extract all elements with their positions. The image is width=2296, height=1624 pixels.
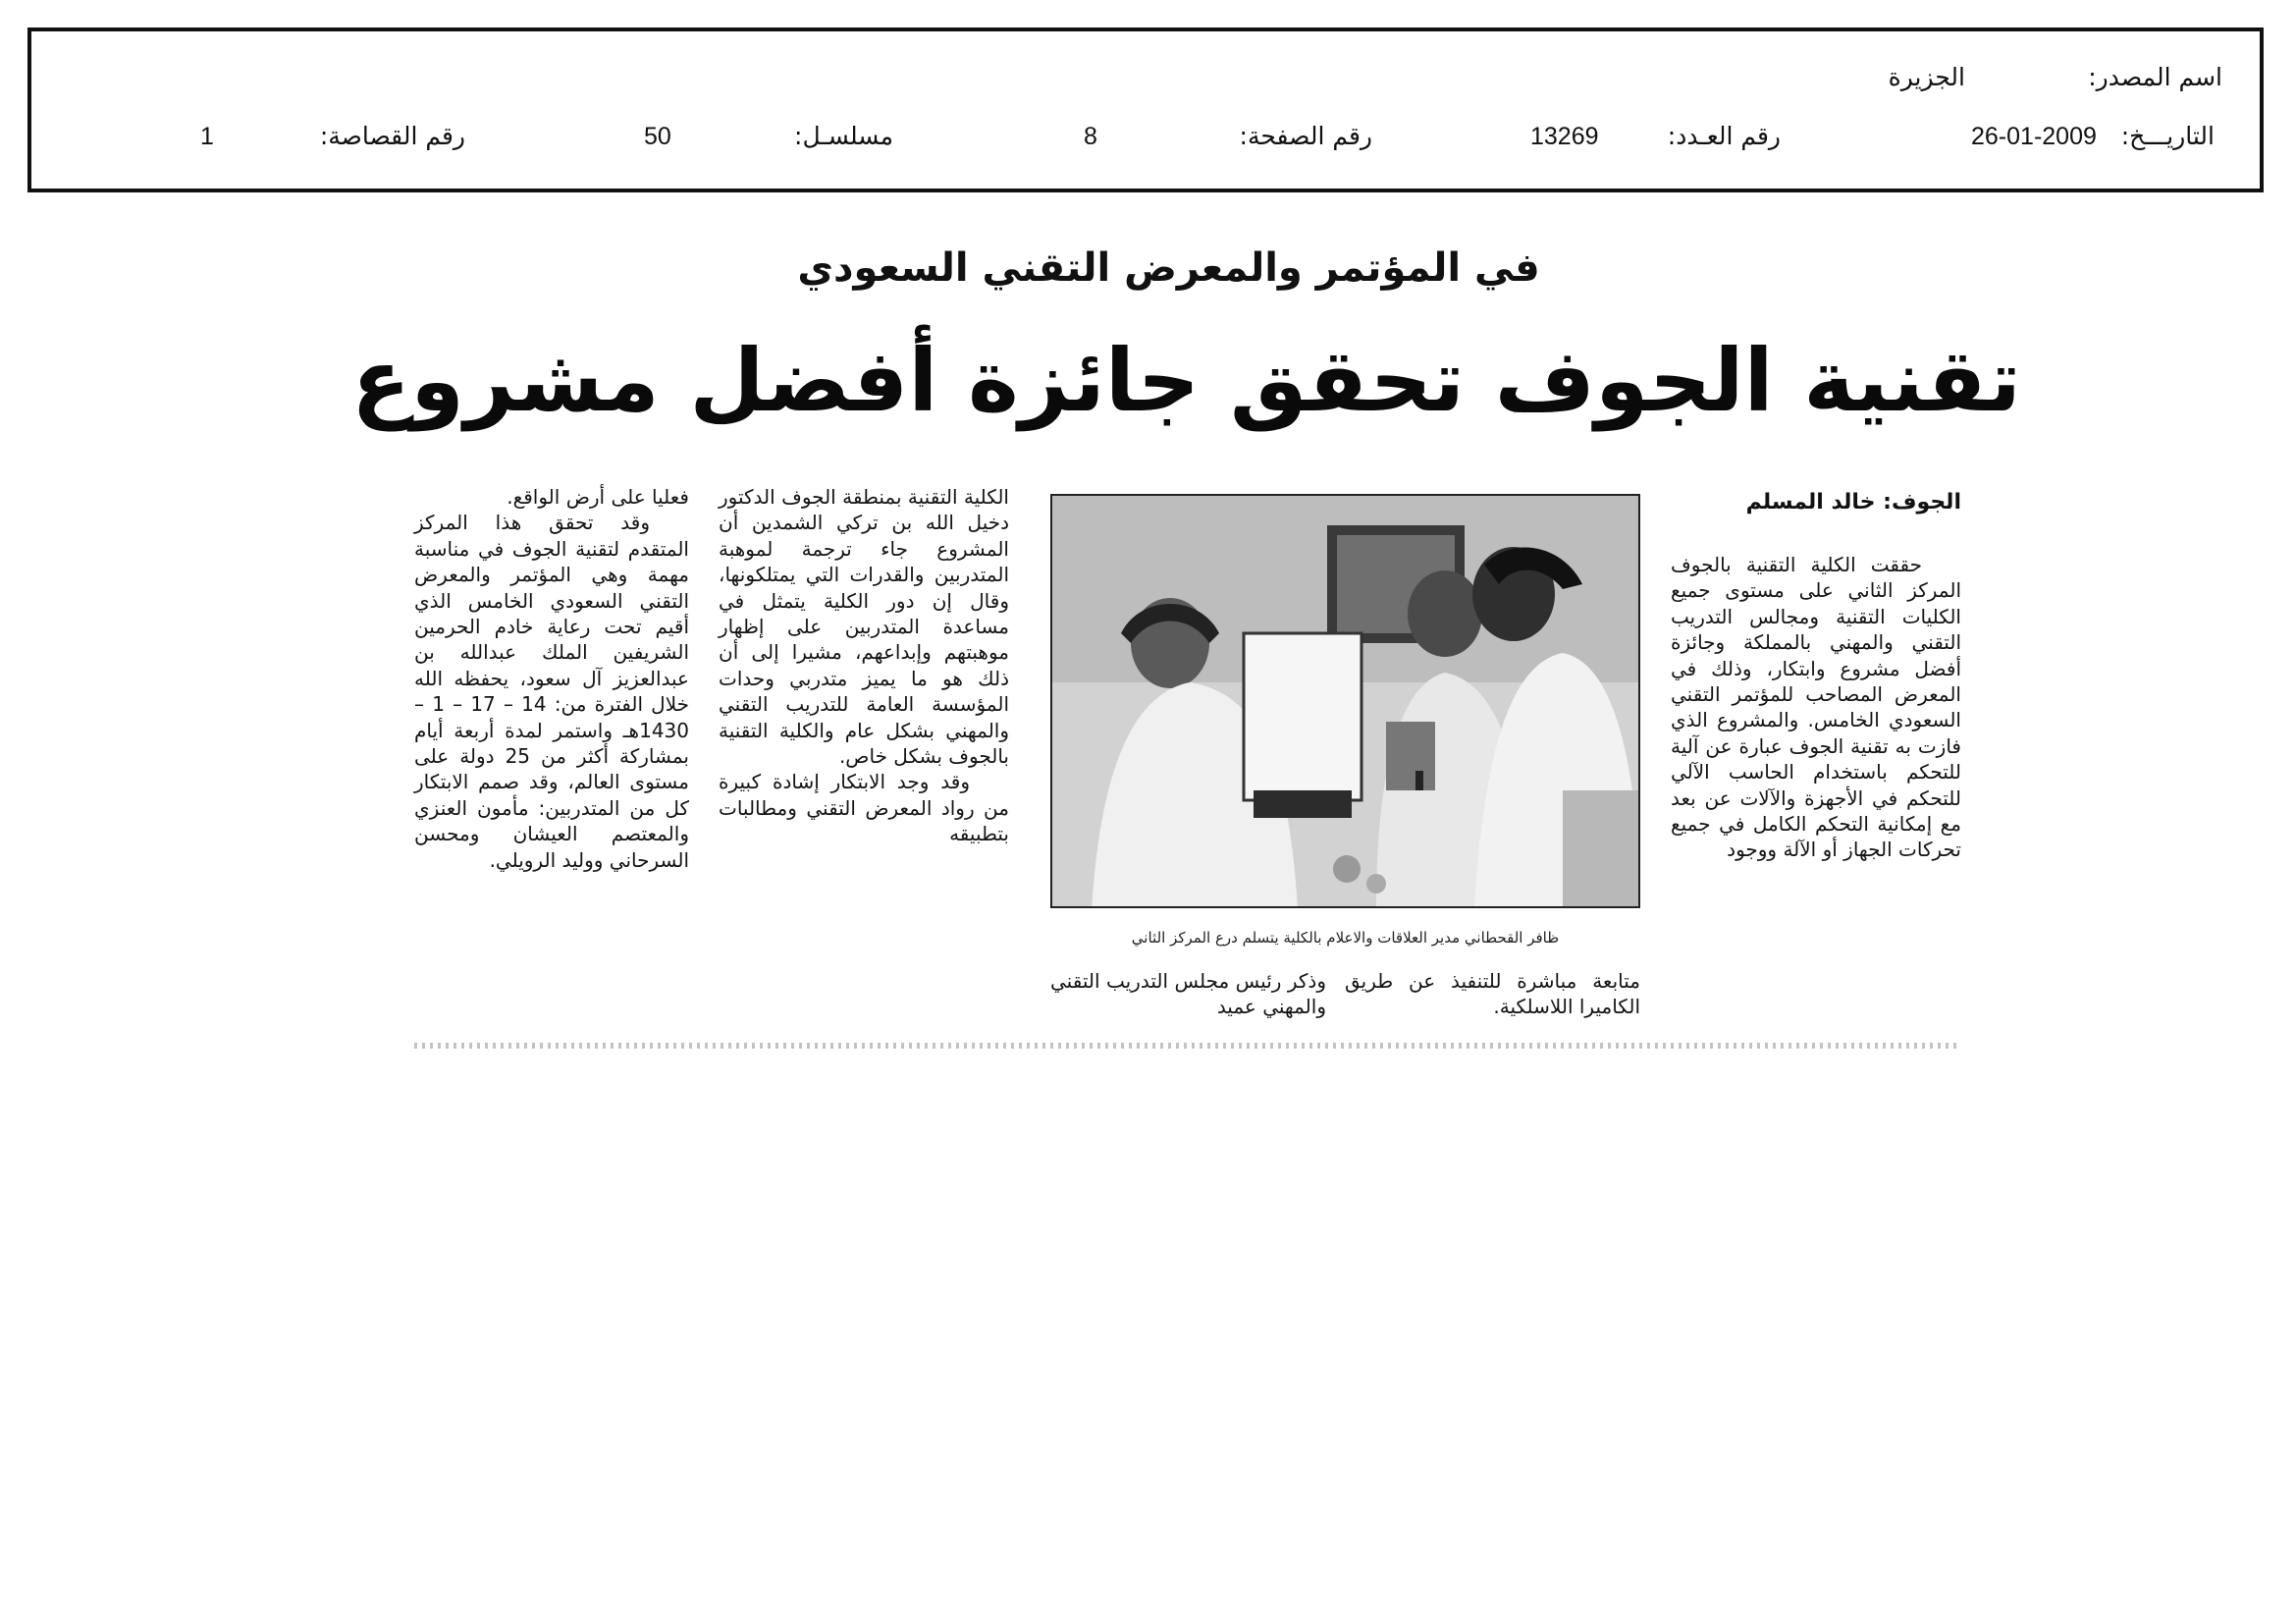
article-headline: تقنية الجوف تحقق جائزة أفضل مشروع [351, 330, 2021, 431]
column-2-paragraph-2: وقد وجد الابتكار إشادة كبيرة من رواد المعرض التقني ومطالبات بتطبيقه [719, 770, 1009, 846]
clipping-metadata-box [27, 27, 2264, 192]
serial-value: 50 [644, 123, 671, 150]
under-photo-text-left: وذكر رئيس مجلس التدريب التقني والمهني عميد [1050, 969, 1326, 1019]
article-column-2 [719, 484, 1009, 847]
serial-label: مسلسـل: [794, 122, 893, 150]
date-label: التاريـــخ: [2120, 122, 2215, 150]
clip-number-label: رقم القصاصة: [319, 122, 465, 150]
issue-label: رقم العـدد: [1667, 122, 1781, 150]
article-subheadline: في المؤتمر والمعرض التقني السعودي [797, 245, 1540, 291]
under-photo-text-right: متابعة مباشرة للتنفيذ عن طريق الكاميرا اللاسلكية. [1345, 969, 1640, 1019]
column-1-text: حققت الكلية التقنية بالجوف المركز الثاني على مستوى جميع الكليات التقنية ومجالس التدريب التقني والمهني بالمملكة وجائزة أفضل مشروع وابتكار، وذلك في المعرض المصاحب للمؤتمر التقني السعودي الخامس. والمشروع الذي فازت به تقنية الجوف عبارة عن آلية للتحكم باستخدام الحاسب الآلي للتحكم في الأجهزة والآلات عن بعد مع إمكانية التحكم الكامل في جميع تحركات الجهاز أو الآلة ووجود [1671, 553, 1961, 862]
article-column-3 [414, 484, 689, 873]
clip-number-value: 1 [200, 123, 214, 150]
date-value: 26-01-2009 [1971, 123, 2097, 150]
source-value: الجزيرة [1888, 63, 1965, 91]
page-number-label: رقم الصفحة: [1239, 122, 1372, 150]
award-handover-photo [1052, 496, 1640, 908]
article-byline: الجوف: خالد المسلم [1745, 490, 1961, 514]
page-number-value: 8 [1084, 123, 1097, 150]
column-3-paragraph-2: وقد تحقق هذا المركز المتقدم لتقنية الجوف في مناسبة مهمة وهي المؤتمر والمعرض التقني السعودي الخامس الذي أقيم تحت رعاية خادم الحرمين الشريفين الملك عبدالله بن عبدالعزيز آل سعود، يحفظه الله خلال الفترة من: 14 – 17 – 1 – 1430هـ واستمر لمدة أربعة أيام بمشاركة أكثر من 25 دولة على مستوى العالم، وقد صمم الابتكار كل من المتدربين: مأمون العنزي والمعتصم العيشان ومحسن السرحاني ووليد الرويلي. [414, 511, 690, 872]
column-2-paragraph-1: الكلية التقنية بمنطقة الجوف الدكتور دخيل الله بن تركي الشمدين أن المشروع جاء ترجمة لموهبة المتدربين والقدرات التي يمتلكونها، وقال إن دور الكلية يتمثل في مساعدة المتدربين على إظهار موهبتهم وإبداعهم، مشيرا إلى أن ذلك هو ما يميز متدربي وحدات المؤسسة العامة للتدريب التقني والمهني بشكل عام والكلية التقنية بالجوف بشكل خاص. [719, 485, 1009, 769]
photo-caption: ظافر القحطاني مدير العلاقات والاعلام بالكلية يتسلم درع المركز الثاني [1131, 929, 1560, 947]
clipping-bottom-edge [414, 1043, 1961, 1049]
article-column-1 [1671, 552, 1961, 863]
source-label: اسم المصدر: [2088, 63, 2222, 91]
column-3-paragraph-1: فعليا على أرض الواقع. [507, 485, 689, 509]
issue-value: 13269 [1530, 123, 1599, 150]
article-photo [1050, 494, 1640, 908]
